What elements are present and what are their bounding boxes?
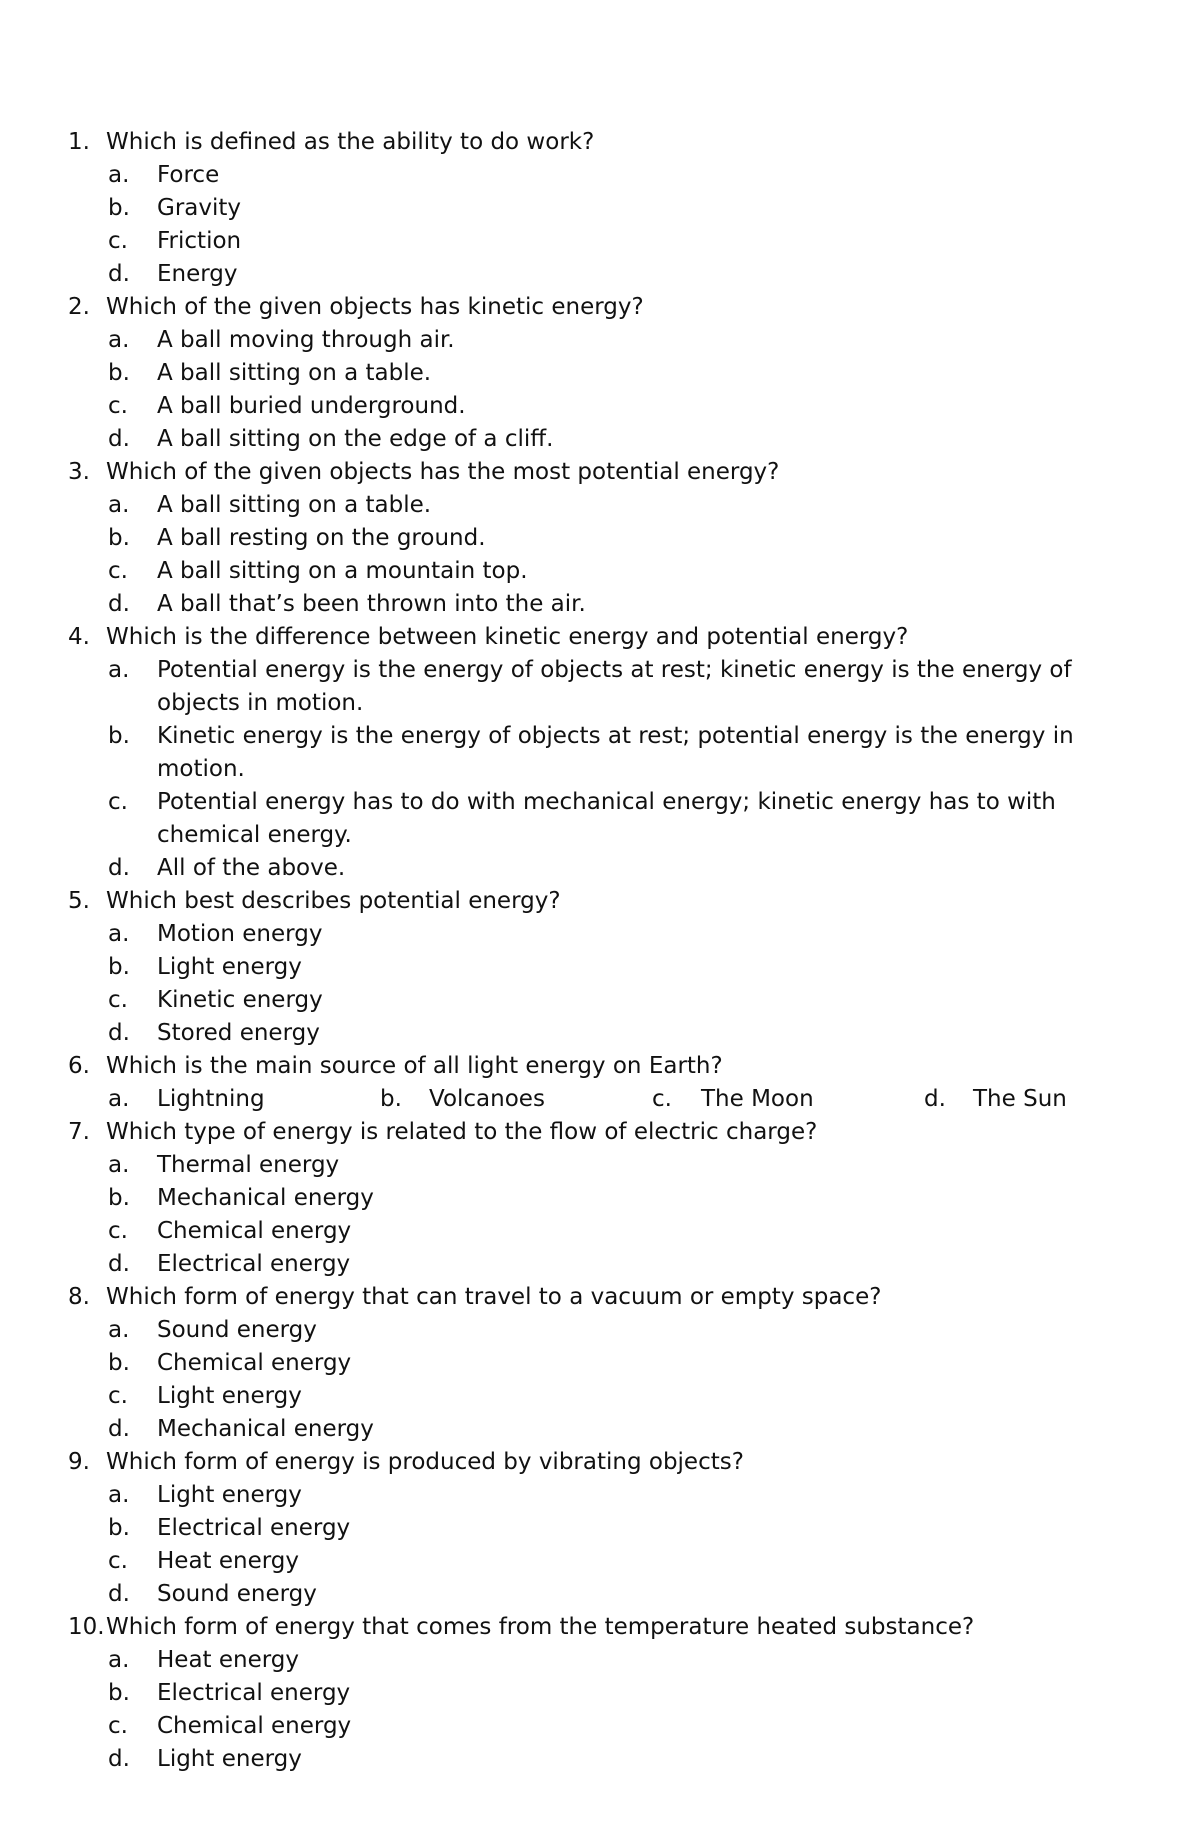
option xyxy=(68,258,1148,291)
option-letter: b. xyxy=(108,360,130,386)
option-text: A ball sitting on a mountain top. xyxy=(157,558,528,584)
question-number: 3. xyxy=(68,459,90,485)
option-text: A ball buried underground. xyxy=(157,393,466,419)
question-number: 4. xyxy=(68,624,90,650)
option-text: Light energy xyxy=(157,954,302,980)
quiz-sheet xyxy=(68,126,1148,1776)
option-letter: c. xyxy=(108,987,128,1013)
question-5 xyxy=(68,885,1148,918)
option-letter: d. xyxy=(108,426,130,452)
option xyxy=(68,1479,1148,1512)
option xyxy=(68,1314,1148,1347)
option xyxy=(68,1578,1148,1611)
question-text: Which form of energy is produced by vibrating objects? xyxy=(106,1449,744,1475)
option-text: Sound energy xyxy=(157,1317,317,1343)
option xyxy=(68,192,1148,225)
option-letter: c. xyxy=(108,558,128,584)
option-letter: c. xyxy=(108,789,128,815)
option xyxy=(924,1083,1196,1116)
option-text: Energy xyxy=(157,261,238,287)
option-text: Light energy xyxy=(157,1482,302,1508)
question-number: 1. xyxy=(68,129,90,155)
option-letter: d. xyxy=(924,1086,946,1112)
question-text: Which type of energy is related to the flow of electric charge? xyxy=(106,1119,818,1145)
option xyxy=(68,1182,1148,1215)
option-text: All of the above. xyxy=(157,855,346,881)
question-2 xyxy=(68,291,1148,324)
question-10 xyxy=(68,1611,1148,1644)
option xyxy=(68,1413,1148,1446)
option-letter: a. xyxy=(108,1482,130,1508)
question-4 xyxy=(68,621,1148,654)
option xyxy=(68,1743,1148,1776)
option xyxy=(68,918,1148,951)
option xyxy=(68,720,1148,786)
option xyxy=(68,1512,1148,1545)
option-letter: a. xyxy=(108,1647,130,1673)
option-text: Kinetic energy xyxy=(157,987,323,1013)
option xyxy=(68,1149,1148,1182)
question-9 xyxy=(68,1446,1148,1479)
option-text: A ball sitting on a table. xyxy=(157,360,432,386)
option xyxy=(68,852,1148,885)
option-text: Heat energy xyxy=(157,1548,300,1574)
option xyxy=(68,489,1148,522)
option-letter: a. xyxy=(108,1086,130,1112)
option-letter: a. xyxy=(108,162,130,188)
option xyxy=(380,1083,652,1116)
option xyxy=(68,225,1148,258)
option-letter: c. xyxy=(108,1548,128,1574)
option-letter: c. xyxy=(108,393,128,419)
question-number: 9. xyxy=(68,1449,90,1475)
option-letter: a. xyxy=(108,921,130,947)
option-letter: b. xyxy=(108,525,130,551)
option xyxy=(68,357,1148,390)
option xyxy=(68,588,1148,621)
option-text: Motion energy xyxy=(157,921,323,947)
question-8 xyxy=(68,1281,1148,1314)
question-number: 5. xyxy=(68,888,90,914)
option xyxy=(68,984,1148,1017)
option-text: Sound energy xyxy=(157,1581,317,1607)
option-letter: d. xyxy=(108,1251,130,1277)
option-text: Light energy xyxy=(157,1746,302,1772)
option-text: Volcanoes xyxy=(429,1086,545,1112)
option-text: A ball sitting on the edge of a cliff. xyxy=(157,426,554,452)
option xyxy=(68,1380,1148,1413)
option-letter: c. xyxy=(108,228,128,254)
question-6 xyxy=(68,1050,1148,1083)
option xyxy=(68,1215,1148,1248)
option xyxy=(68,555,1148,588)
question-text: Which form of energy that can travel to a vacuum or empty space? xyxy=(106,1284,882,1310)
option-letter: d. xyxy=(108,1416,130,1442)
option xyxy=(652,1083,924,1116)
option-letter: b. xyxy=(108,1515,130,1541)
option-text: Chemical energy xyxy=(157,1350,352,1376)
option-letter: b. xyxy=(108,1680,130,1706)
option xyxy=(68,1677,1148,1710)
question-text: Which is the difference between kinetic energy and potential energy? xyxy=(106,624,909,650)
option-text: Thermal energy xyxy=(157,1152,340,1178)
option-text: Mechanical energy xyxy=(157,1185,374,1211)
option-text: A ball resting on the ground. xyxy=(157,525,486,551)
option xyxy=(68,1710,1148,1743)
option-text: Light energy xyxy=(157,1383,302,1409)
question-text: Which of the given objects has the most potential energy? xyxy=(106,459,780,485)
option-letter: a. xyxy=(108,327,130,353)
question-text: Which best describes potential energy? xyxy=(106,888,561,914)
option xyxy=(68,390,1148,423)
question-number: 6. xyxy=(68,1053,90,1079)
option-letter: d. xyxy=(108,261,130,287)
option xyxy=(68,1017,1148,1050)
option-text: A ball that’s been thrown into the air. xyxy=(157,591,586,617)
option xyxy=(68,1644,1148,1677)
option-letter: b. xyxy=(108,1185,130,1211)
option-text: The Moon xyxy=(701,1086,814,1112)
question-number: 10. xyxy=(68,1614,105,1640)
question-text: Which of the given objects has kinetic energy? xyxy=(106,294,644,320)
option-text: Force xyxy=(157,162,220,188)
option-text: Electrical energy xyxy=(157,1515,351,1541)
option-text: Friction xyxy=(157,228,242,254)
option xyxy=(68,522,1148,555)
option-text: Lightning xyxy=(157,1086,265,1112)
option xyxy=(68,324,1148,357)
option-letter: a. xyxy=(108,657,130,683)
option xyxy=(68,1545,1148,1578)
question-text: Which is the main source of all light energy on Earth? xyxy=(106,1053,723,1079)
option-text: A ball sitting on a table. xyxy=(157,492,432,518)
option-row xyxy=(68,1083,1148,1116)
option-letter: b. xyxy=(380,1086,402,1112)
option xyxy=(68,786,1148,852)
option-text: Mechanical energy xyxy=(157,1416,374,1442)
option-text: Electrical energy xyxy=(157,1251,351,1277)
option xyxy=(68,159,1148,192)
option-letter: b. xyxy=(108,723,130,749)
question-number: 2. xyxy=(68,294,90,320)
option xyxy=(68,423,1148,456)
option-text: Potential energy has to do with mechanical energy; kinetic energy has to with chemical energy. xyxy=(157,789,1056,848)
option-letter: c. xyxy=(108,1218,128,1244)
option-letter: c. xyxy=(108,1713,128,1739)
option-letter: a. xyxy=(108,1152,130,1178)
option-letter: a. xyxy=(108,1317,130,1343)
option-letter: d. xyxy=(108,1581,130,1607)
option-letter: d. xyxy=(108,1746,130,1772)
option-text: Chemical energy xyxy=(157,1218,352,1244)
option-text: Electrical energy xyxy=(157,1680,351,1706)
option-text: Stored energy xyxy=(157,1020,320,1046)
question-3 xyxy=(68,456,1148,489)
option xyxy=(68,1347,1148,1380)
option xyxy=(68,951,1148,984)
option-text: Chemical energy xyxy=(157,1713,352,1739)
option-text: A ball moving through air. xyxy=(157,327,455,353)
question-1 xyxy=(68,126,1148,159)
option-letter: b. xyxy=(108,954,130,980)
option xyxy=(108,1083,380,1116)
option-letter: d. xyxy=(108,1020,130,1046)
option-letter: a. xyxy=(108,492,130,518)
option-text: Heat energy xyxy=(157,1647,300,1673)
question-number: 7. xyxy=(68,1119,90,1145)
option xyxy=(68,654,1148,720)
question-text: Which is defined as the ability to do work? xyxy=(106,129,595,155)
option-letter: c. xyxy=(652,1086,672,1112)
option-letter: c. xyxy=(108,1383,128,1409)
option-letter: b. xyxy=(108,195,130,221)
option-letter: b. xyxy=(108,1350,130,1376)
question-7 xyxy=(68,1116,1148,1149)
option xyxy=(68,1248,1148,1281)
question-text: Which form of energy that comes from the temperature heated substance? xyxy=(106,1614,975,1640)
question-number: 8. xyxy=(68,1284,90,1310)
option-letter: d. xyxy=(108,855,130,881)
option-text: The Sun xyxy=(973,1086,1067,1112)
option-letter: d. xyxy=(108,591,130,617)
option-text: Kinetic energy is the energy of objects at rest; potential energy is the energy in motion. xyxy=(157,723,1074,782)
option-text: Potential energy is the energy of objects at rest; kinetic energy is the energy of objects in motion. xyxy=(157,657,1072,716)
option-text: Gravity xyxy=(157,195,242,221)
